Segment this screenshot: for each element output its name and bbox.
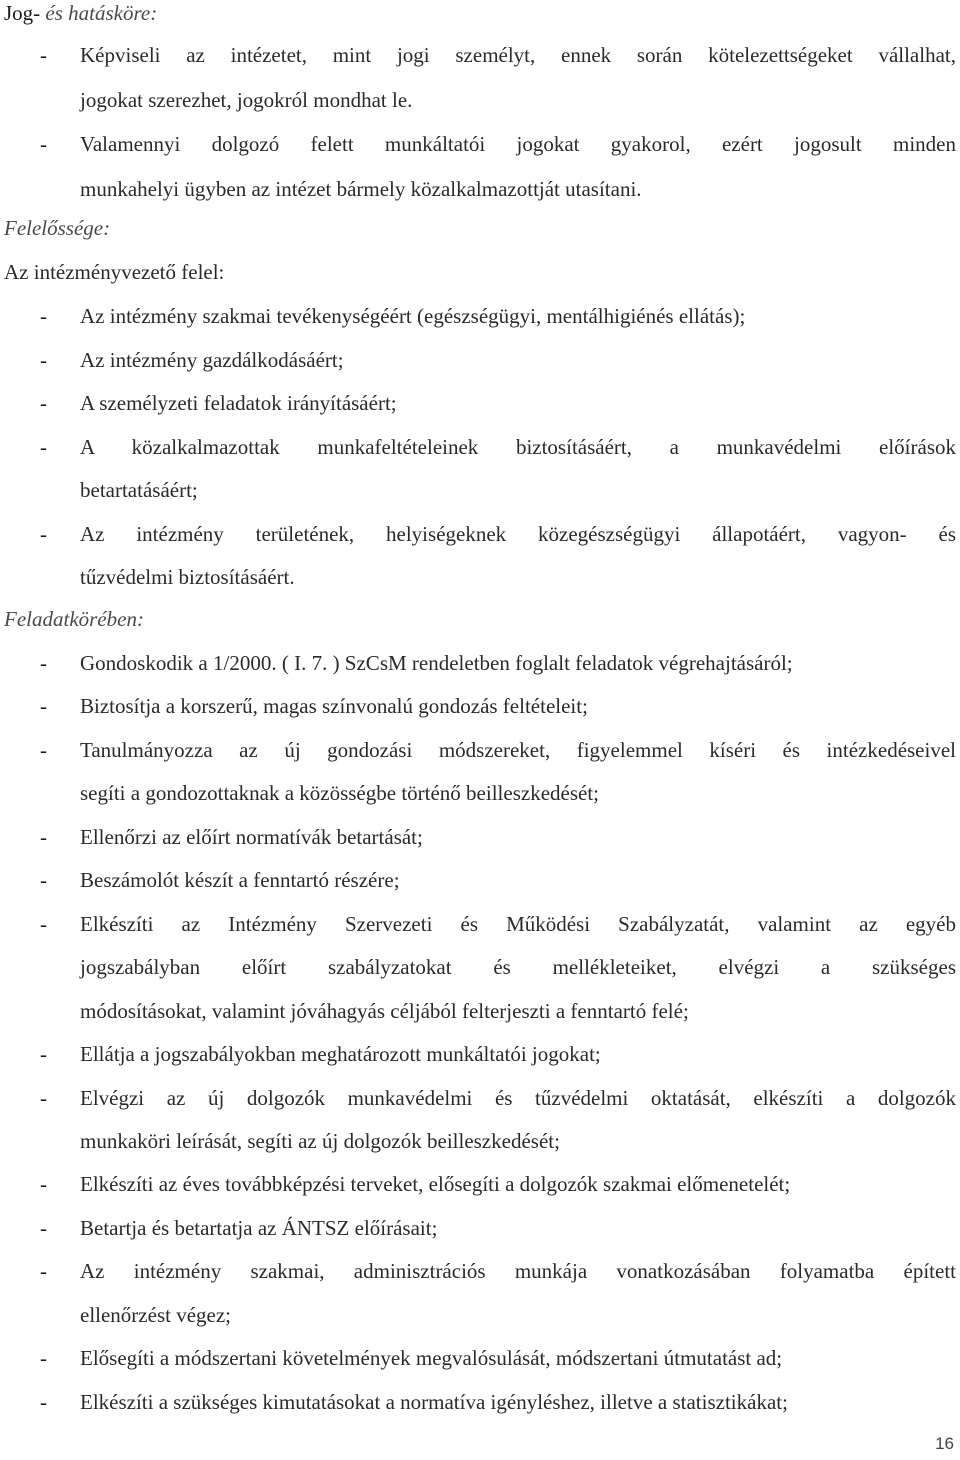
page-number: 16 [935, 1434, 954, 1453]
bullet-dash: - [40, 694, 47, 719]
feladat-item-line: Elvégzi az új dolgozók munkavédelmi és tűzvédelmi oktatását, elkészíti a dolgozók [80, 1085, 956, 1110]
jog-item-line: Képviseli az intézetet, mint jogi személyt, ennek során kötelezettségeket vállalhat, [80, 43, 956, 67]
bullet-dash: - [40, 347, 47, 372]
feladat-item-line: Gondoskodik a 1/2000. ( I. 7. ) SzCsM rendeletben foglalt feladatok végrehajtásáról; [80, 651, 793, 675]
felel-item-line: Az intézmény szakmai tevékenységéért (egészségügyi, mentálhigiénés ellátás); [80, 304, 746, 328]
bullet-dash: - [40, 391, 47, 415]
feladat-item-line: Ellenőrzi az előírt normatívák betartását; [80, 824, 423, 849]
heading-jog-rest: és hatásköre: [40, 1, 158, 25]
heading-jog-prefix: Jog- [4, 1, 41, 25]
jog-item-line: Valamennyi dolgozó felett munkáltatói jogokat gyakorol, ezért jogosult minden [80, 132, 956, 156]
feladat-item-line: segíti a gondozottaknak a közösségbe történő beilleszkedését; [80, 781, 600, 806]
bullet-dash: - [40, 911, 47, 936]
bullet-dash: - [40, 43, 47, 67]
feladat-item-line: ellenőrzést végez; [80, 1302, 231, 1327]
bullet-dash: - [40, 737, 47, 762]
bullet-dash: - [40, 132, 47, 156]
bullet-dash: - [40, 1389, 47, 1414]
felel-item-line: tűzvédelmi biztosításáért. [80, 565, 295, 589]
feladat-item-line: Ellátja a jogszabályokban meghatározott munkáltatói jogokat; [80, 1042, 601, 1067]
feladat-item-line: Elősegíti a módszertani követelmények megvalósulását, módszertani útmutatást ad; [80, 1346, 783, 1371]
bullet-dash: - [40, 1042, 47, 1067]
bullet-dash: - [40, 521, 47, 546]
feladat-item-line: Betartja és betartatja az ÁNTSZ előírásait; [80, 1215, 438, 1240]
bullet-dash: - [40, 824, 47, 849]
bullet-dash: - [40, 1346, 47, 1371]
bullet-dash: - [40, 304, 47, 328]
feladat-item-line: Elkészíti a szükséges kimutatásokat a normatíva igényléshez, illetve a statisztikákat; [80, 1389, 788, 1414]
feladat-item-line: munkaköri leírását, segíti az új dolgozók beilleszkedését; [80, 1128, 560, 1153]
feladat-item-line: jogszabályban előírt szabályzatokat és mellékleteiket, elvégzi a szükséges [80, 955, 956, 980]
section-heading-jog [4, 0, 157, 28]
feladat-item-line: Tanulmányozza az új gondozási módszereket, figyelemmel kíséri és intézkedéseivel [80, 737, 956, 762]
felel-intro: Az intézményvezető felel: [4, 260, 225, 284]
feladat-item-line: Beszámolót készít a fenntartó részére; [80, 868, 400, 893]
feladat-item-line: Elkészíti az Intézmény Szervezeti és Működési Szabályzatát, valamint az egyéb [80, 911, 956, 936]
feladat-item-line: módosításokat, valamint jóváhagyás céljából felterjeszti a fenntartó felé; [80, 998, 689, 1023]
felel-item-line: A közalkalmazottak munkafeltételeinek biztosításáért, a munkavédelmi előírások [80, 434, 956, 459]
felel-item-line: betartatásáért; [80, 478, 198, 502]
feladat-item-line: Elkészíti az éves továbbképzési terveket, elősegíti a dolgozók szakmai előmenetelét; [80, 1172, 791, 1197]
bullet-dash: - [40, 1085, 47, 1110]
bullet-dash: - [40, 434, 47, 459]
felel-item-line: Az intézmény területének, helyiségeknek közegészségügyi állapotáért, vagyon- és [80, 521, 956, 546]
bullet-dash: - [40, 868, 47, 893]
felel-item-line: A személyzeti feladatok irányításáért; [80, 391, 397, 415]
jog-item-line: munkahelyi ügyben az intézet bármely közalkalmazottját utasítani. [80, 176, 642, 201]
jog-item-line: jogokat szerezhet, jogokról mondhat le. [80, 87, 413, 112]
section-heading-felelossege: Felelőssége: [4, 216, 111, 240]
section-heading-feladatkoreben: Feladatkörében: [4, 607, 144, 631]
feladat-item-line: Biztosítja a korszerű, magas színvonalú gondozás feltételeit; [80, 694, 588, 719]
bullet-dash: - [40, 651, 47, 675]
felel-item-line: Az intézmény gazdálkodásáért; [80, 347, 344, 372]
bullet-dash: - [40, 1259, 47, 1284]
bullet-dash: - [40, 1172, 47, 1197]
feladat-item-line: Az intézmény szakmai, adminisztrációs munkája vonatkozásában folyamatba épített [80, 1259, 956, 1284]
bullet-dash: - [40, 1215, 47, 1240]
